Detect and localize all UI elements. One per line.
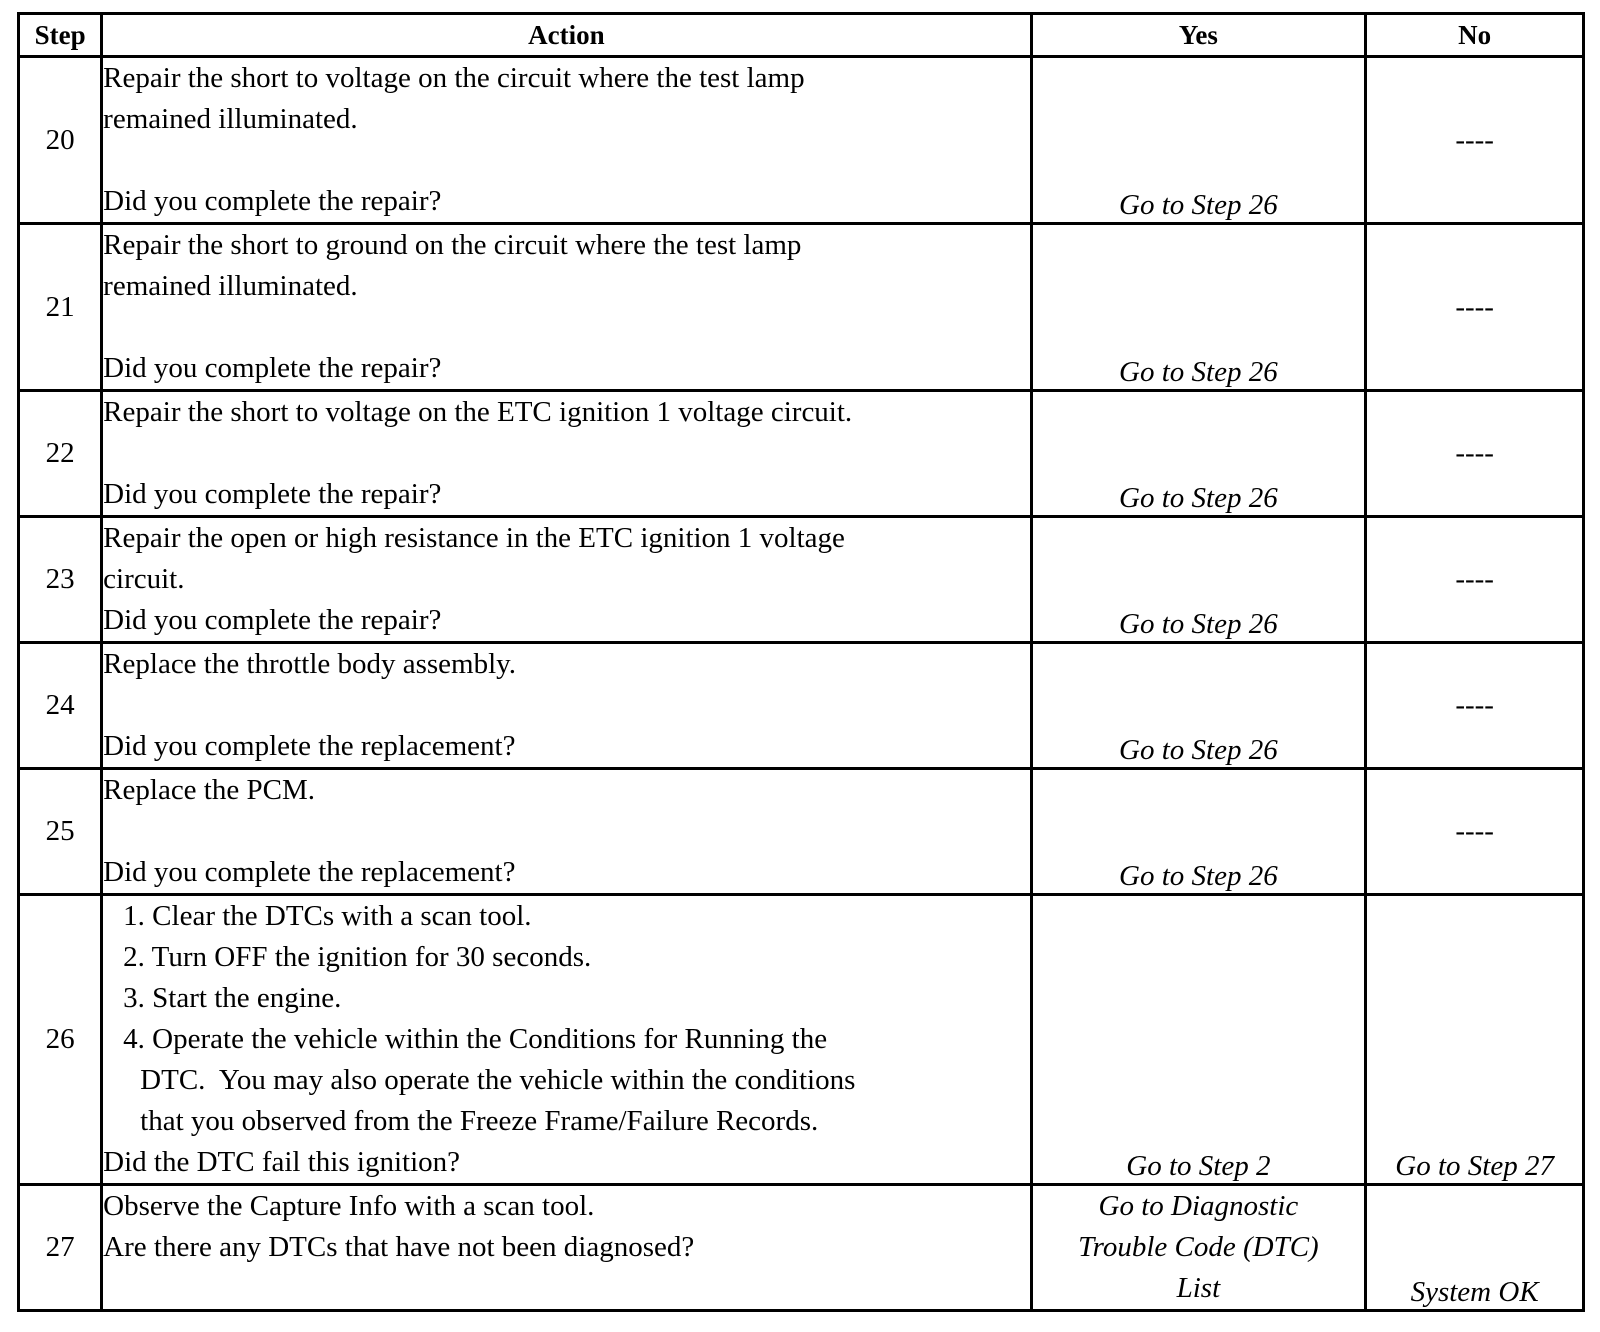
action-cell xyxy=(102,517,1031,643)
action-text: Observe the Capture Info with a scan tool. xyxy=(103,1190,595,1222)
action-text: Repair the short to ground on the circuit where the test lamp xyxy=(103,229,802,261)
action-question: Did you complete the repair? xyxy=(103,352,442,384)
action-cell xyxy=(102,1185,1031,1311)
step-number: 24 xyxy=(19,643,102,769)
action-text: Repair the short to voltage on the circuit where the test lamp xyxy=(103,62,805,94)
action-list-item: DTC. You may also operate the vehicle within the conditions xyxy=(140,1064,856,1096)
table-row xyxy=(19,57,1584,224)
action-cell xyxy=(102,769,1031,895)
yes-result: Go to Step 26 xyxy=(1031,643,1366,769)
action-list-item: 3. Start the engine. xyxy=(123,982,342,1014)
no-result: ---- xyxy=(1366,391,1584,517)
action-cell xyxy=(102,57,1031,224)
action-text: Repair the short to voltage on the ETC ignition 1 voltage circuit. xyxy=(103,396,853,428)
header-no: No xyxy=(1366,14,1584,57)
header-row xyxy=(19,14,1584,57)
header-yes: Yes xyxy=(1031,14,1366,57)
yes-result-line: Go to Diagnostic xyxy=(1098,1190,1299,1222)
no-result: ---- xyxy=(1366,224,1584,391)
action-cell xyxy=(102,643,1031,769)
action-question: Did you complete the repair? xyxy=(103,185,442,217)
step-number: 20 xyxy=(19,57,102,224)
action-cell xyxy=(102,895,1031,1185)
table-row xyxy=(19,769,1584,895)
action-question: Did you complete the replacement? xyxy=(103,856,516,888)
table-row xyxy=(19,895,1584,1185)
step-number: 26 xyxy=(19,895,102,1185)
table-row xyxy=(19,391,1584,517)
no-result: System OK xyxy=(1366,1185,1584,1311)
step-number: 27 xyxy=(19,1185,102,1311)
yes-result: Go to Step 26 xyxy=(1031,57,1366,224)
action-text: Replace the PCM. xyxy=(103,774,315,806)
action-list-item: 4. Operate the vehicle within the Conditions for Running the xyxy=(123,1023,828,1055)
action-cell xyxy=(102,391,1031,517)
yes-result: Go to Step 26 xyxy=(1031,517,1366,643)
action-text: circuit. xyxy=(103,563,185,595)
action-text: remained illuminated. xyxy=(103,103,358,135)
action-list-item: 2. Turn OFF the ignition for 30 seconds. xyxy=(123,941,592,973)
table-row xyxy=(19,517,1584,643)
no-result: ---- xyxy=(1366,57,1584,224)
no-result: ---- xyxy=(1366,769,1584,895)
step-number: 25 xyxy=(19,769,102,895)
header-step: Step xyxy=(19,14,102,57)
action-question: Are there any DTCs that have not been diagnosed? xyxy=(103,1231,695,1263)
header-action: Action xyxy=(102,14,1031,57)
action-question: Did you complete the repair? xyxy=(103,478,442,510)
table-row xyxy=(19,224,1584,391)
step-number: 21 xyxy=(19,224,102,391)
yes-result xyxy=(1031,1185,1366,1311)
table-row xyxy=(19,643,1584,769)
no-result: ---- xyxy=(1366,643,1584,769)
yes-result: Go to Step 26 xyxy=(1031,224,1366,391)
action-cell xyxy=(102,224,1031,391)
yes-result-line: List xyxy=(1176,1272,1221,1304)
action-question: Did you complete the repair? xyxy=(103,604,442,636)
step-number: 23 xyxy=(19,517,102,643)
yes-result: Go to Step 2 xyxy=(1031,895,1366,1185)
yes-result-line: Trouble Code (DTC) xyxy=(1078,1231,1319,1263)
action-list-item: that you observed from the Freeze Frame/Failure Records. xyxy=(140,1105,819,1137)
no-result: ---- xyxy=(1366,517,1584,643)
action-list-item: 1. Clear the DTCs with a scan tool. xyxy=(123,900,532,932)
diagnostic-table xyxy=(17,12,1585,1312)
step-number: 22 xyxy=(19,391,102,517)
action-question: Did the DTC fail this ignition? xyxy=(103,1146,460,1178)
action-text: Repair the open or high resistance in the ETC ignition 1 voltage xyxy=(103,522,845,554)
table-row xyxy=(19,1185,1584,1311)
action-text: Replace the throttle body assembly. xyxy=(103,648,517,680)
yes-result: Go to Step 26 xyxy=(1031,391,1366,517)
action-question: Did you complete the replacement? xyxy=(103,730,516,762)
no-result: Go to Step 27 xyxy=(1366,895,1584,1185)
yes-result: Go to Step 26 xyxy=(1031,769,1366,895)
action-text: remained illuminated. xyxy=(103,270,358,302)
